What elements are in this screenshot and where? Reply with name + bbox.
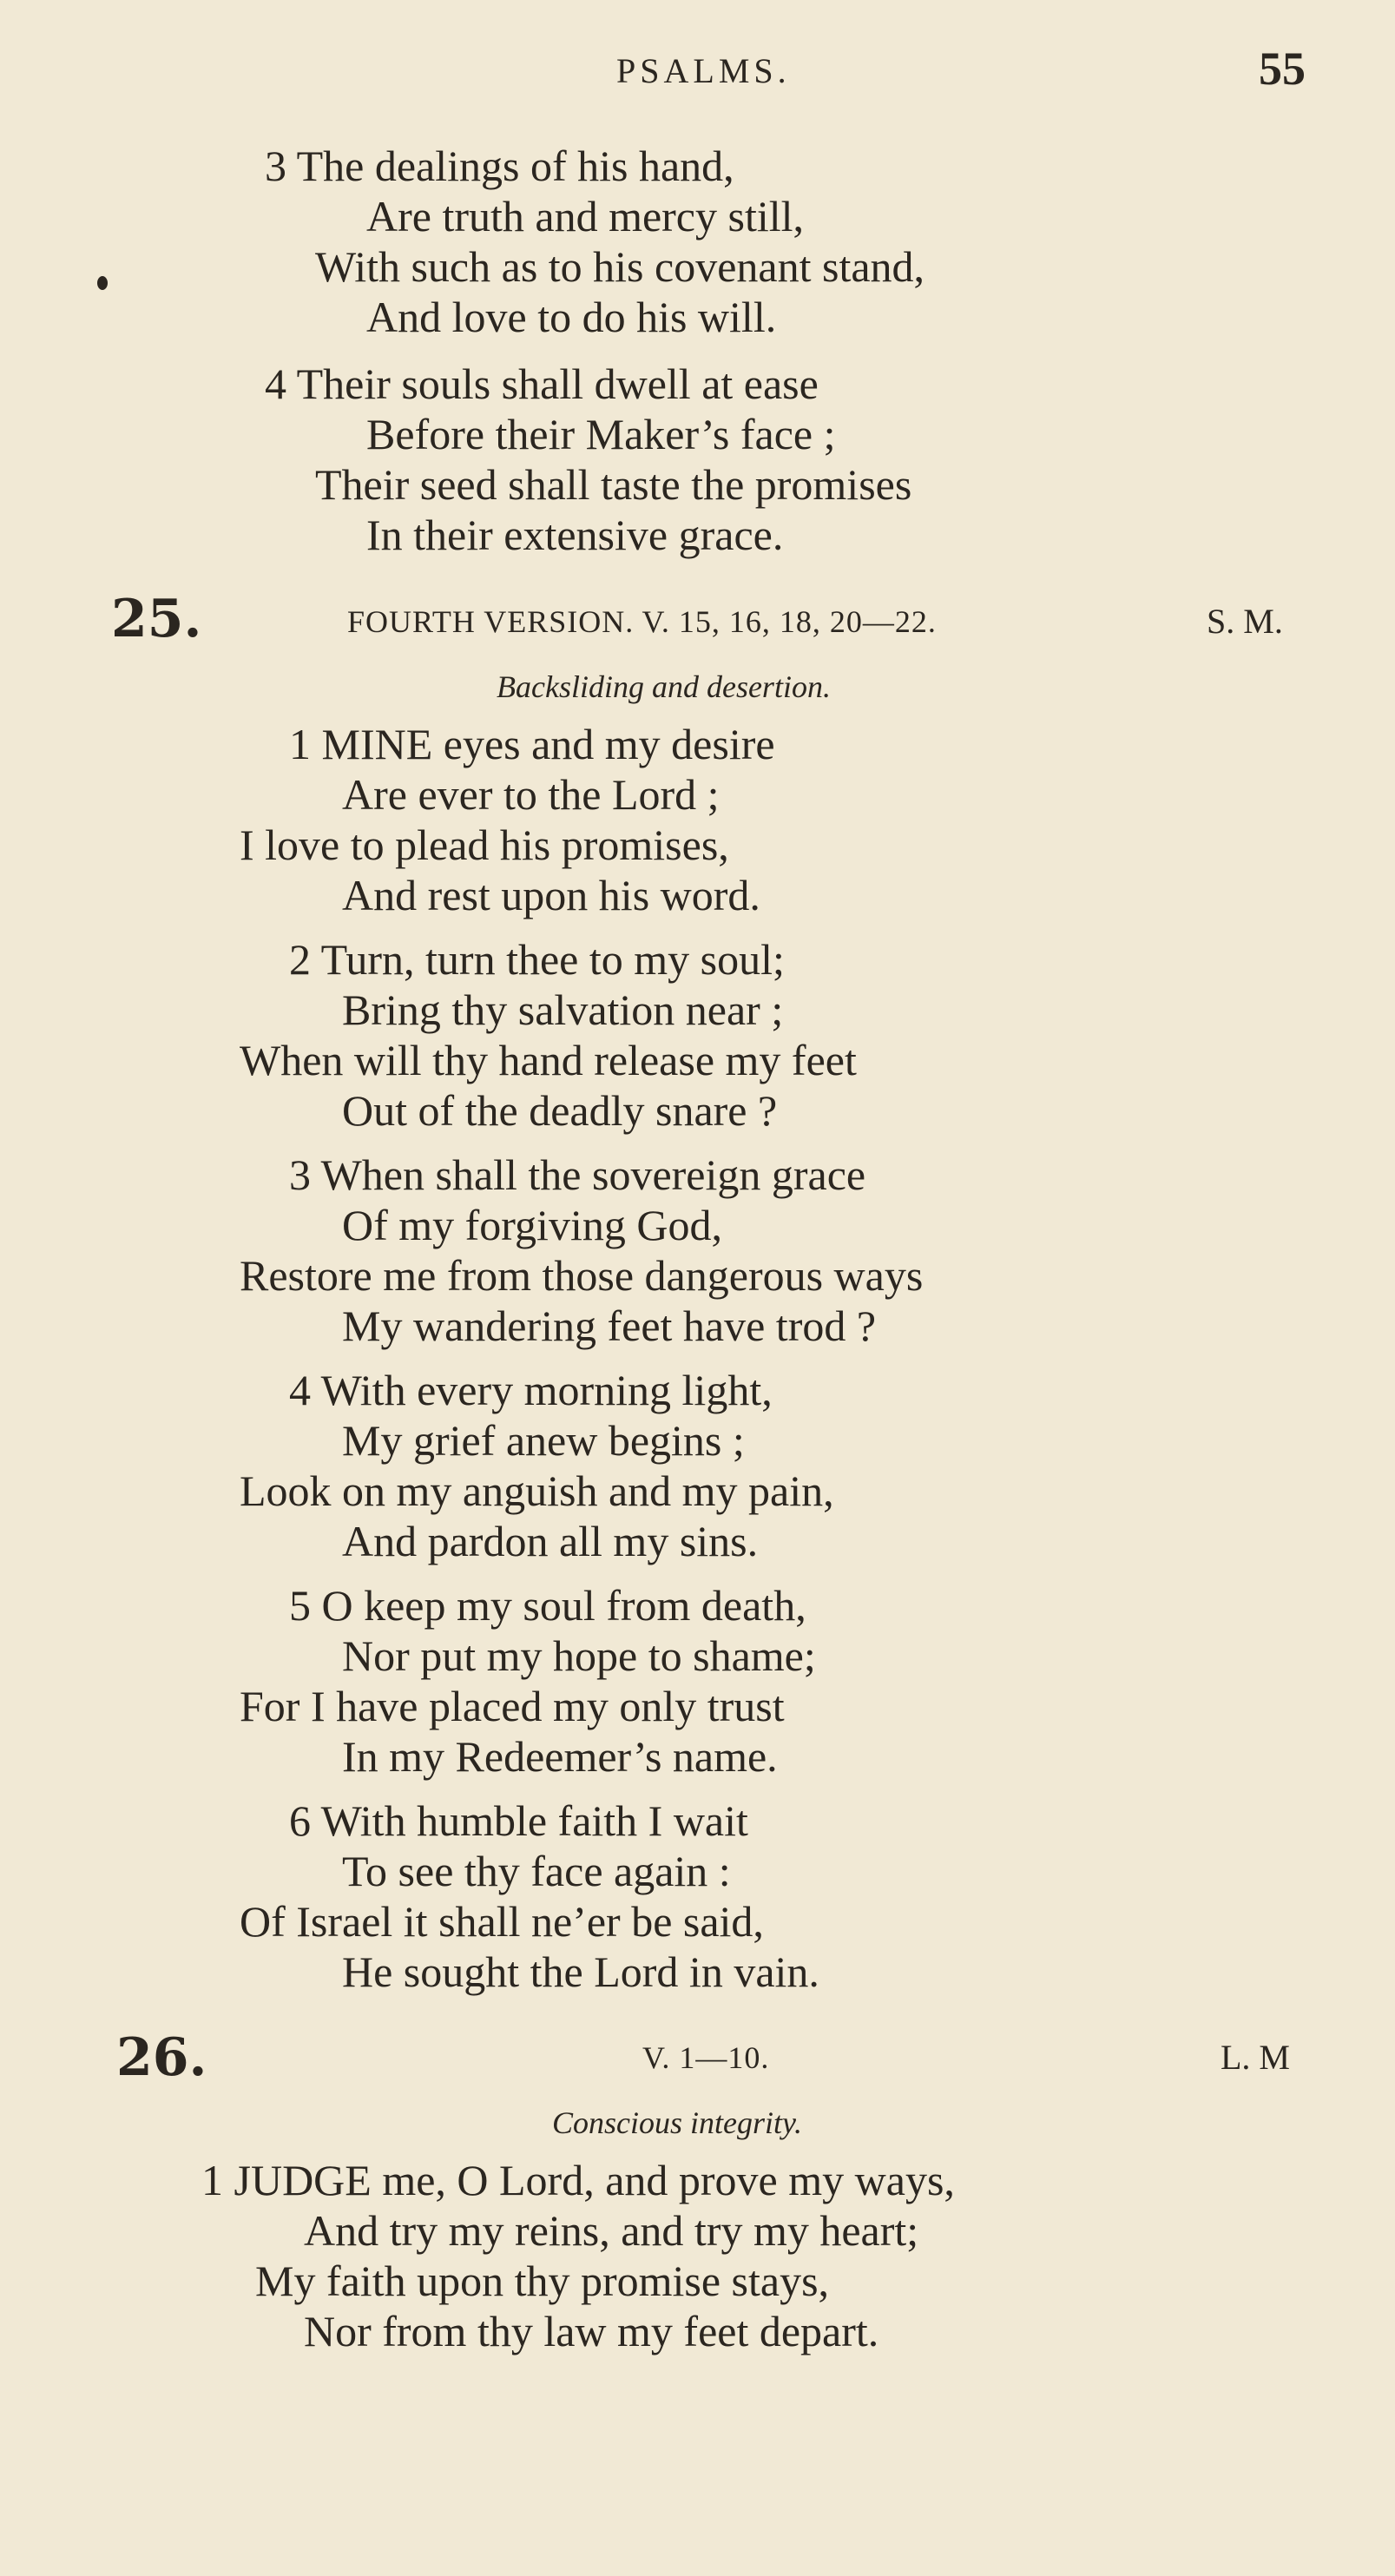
verse-line: For I have placed my only trust <box>240 1682 785 1730</box>
verse-line: And pardon all my sins. <box>342 1517 759 1565</box>
verse-line: And love to do his will. <box>366 293 777 341</box>
verse-line: Their seed shall taste the promises <box>315 460 912 509</box>
verse-line: My grief anew begins ; <box>342 1416 745 1465</box>
hymn-meter: L. M <box>1221 2038 1290 2077</box>
verse-line: With such as to his covenant stand, <box>315 242 925 291</box>
verse-line: 2 Turn, turn thee to my soul; <box>289 935 785 984</box>
verse-line: My faith upon thy promise stays, <box>255 2256 830 2305</box>
verse-line: Look on my anguish and my pain, <box>240 1466 834 1515</box>
verse-line: 3 When shall the sovereign grace <box>289 1150 866 1199</box>
page-number: 55 <box>1259 43 1306 95</box>
verse-line: Of Israel it shall ne’er be said, <box>240 1897 764 1946</box>
verse-line: Before their Maker’s face ; <box>366 410 836 458</box>
verse-line: 1 MINE eyes and my desire <box>289 720 775 768</box>
verse-line: Are ever to the Lord ; <box>342 770 720 819</box>
verse-line: 6 With humble faith I wait <box>289 1796 748 1845</box>
verse-line: Restore me from those dangerous ways <box>240 1251 924 1300</box>
verse-line: In my Redeemer’s name. <box>342 1732 778 1781</box>
verse-line: My wandering feet have trod ? <box>342 1301 877 1350</box>
ink-mark <box>97 276 108 290</box>
verse-line: Are truth and mercy still, <box>366 192 805 240</box>
hymn-subtitle: Conscious integrity. <box>552 2105 802 2140</box>
verse-line: When will thy hand release my feet <box>240 1036 857 1084</box>
hymn-subtitle: Backsliding and desertion. <box>497 669 831 704</box>
hymn-heading: FOURTH VERSION. V. 15, 16, 18, 20—22. <box>347 604 937 639</box>
verse-line: 4 With every morning light, <box>289 1366 773 1414</box>
verse-line: And rest upon his word. <box>342 871 760 919</box>
verse-line: Of my forgiving God, <box>342 1201 722 1249</box>
verse-line: Out of the deadly snare ? <box>342 1086 778 1135</box>
running-header: PSALMS. <box>616 51 791 90</box>
verse-line: And try my reins, and try my heart; <box>304 2206 919 2255</box>
verse-line: 5 O keep my soul from death, <box>289 1581 806 1630</box>
verse-line: Bring thy salvation near ; <box>342 985 784 1034</box>
verse-line: Nor from thy law my feet depart. <box>304 2307 879 2355</box>
verse-line: Nor put my hope to shame; <box>342 1631 816 1680</box>
hymn-meter: S. M. <box>1207 602 1283 641</box>
hymn-number: 25. <box>111 589 202 649</box>
verse-line: 4 Their souls shall dwell at ease <box>265 359 819 408</box>
verse-line: 1 JUDGE me, O Lord, and prove my ways, <box>201 2156 955 2204</box>
verse-line: 3 The dealings of his hand, <box>265 142 734 190</box>
hymn-number: 26. <box>116 2027 207 2088</box>
hymn-heading: V. 1—10. <box>642 2040 770 2075</box>
verse-line: He sought the Lord in vain. <box>342 1947 819 1996</box>
verse-line: I love to plead his promises, <box>240 820 729 869</box>
verse-line: In their extensive grace. <box>366 511 784 559</box>
verse-line: To see thy face again : <box>342 1847 731 1895</box>
